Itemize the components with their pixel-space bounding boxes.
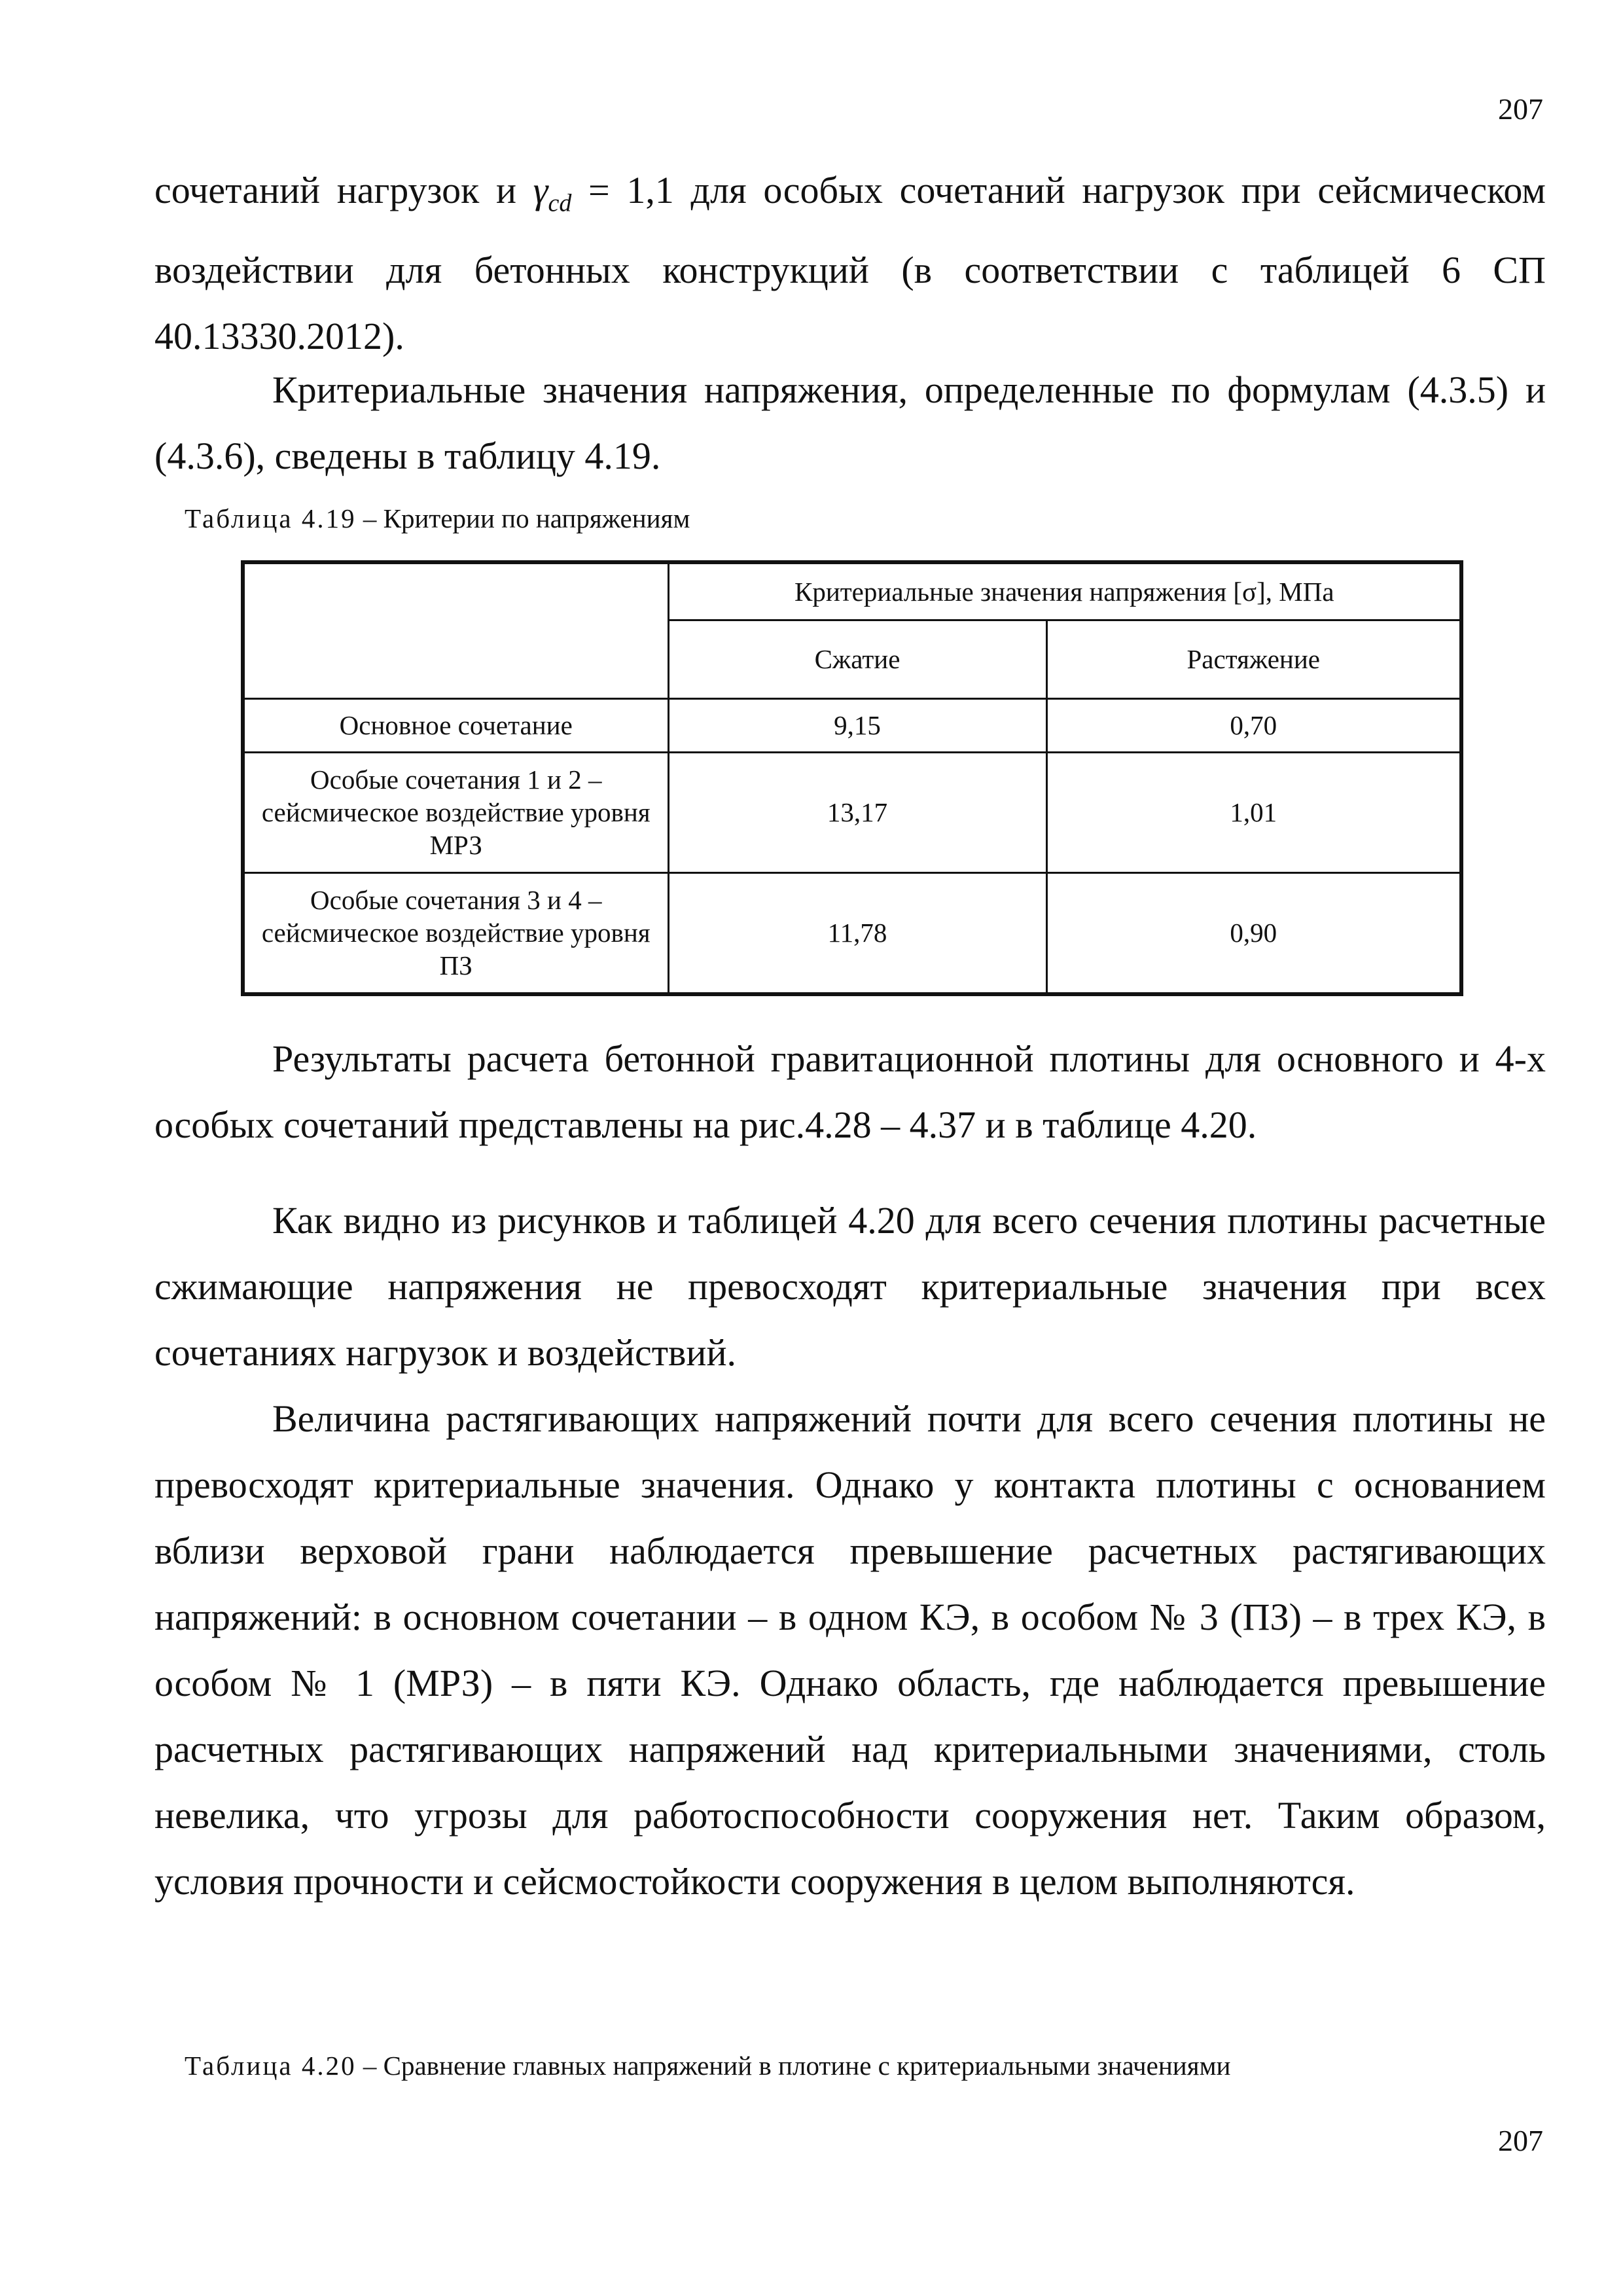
paragraph-3: Результаты расчета бетонной гравитационной плотины для основного и 4-х особых сочетаний представлены на рис.4.28 – 4.37 и в таблице 4.20. [154,1037,1546,1146]
header-compression: Сжатие [668,620,1046,698]
table-row [243,698,1461,752]
header-criteria-values: Критериальные значения напряжения [σ], МПа [668,562,1461,620]
paragraph-2: Критериальные значения напряжения, определенные по формулам (4.3.5) и (4.3.6), сведены в таблицу 4.19. [154,368,1546,477]
gamma-symbol: γ [533,169,548,211]
paragraph-1 [154,157,1546,369]
table-corner-cell [243,562,668,698]
para1-text-after: = 1,1 для особых сочетаний нагрузок при сейсмическом воздействии для бетонных конструкций (в соответствии с таблицей 6 СП 40.13330.2012). [154,169,1546,357]
gamma-subscript: cd [548,189,572,217]
row-name: Особые сочетания 1 и 2 – сейсмическое воздействие уровня МРЗ [243,752,668,872]
row-compression: 13,17 [668,752,1046,872]
header-tension: Растяжение [1046,620,1461,698]
row-compression: 11,78 [668,872,1046,994]
row-compression: 9,15 [668,698,1046,752]
para1-text-before: сочетаний нагрузок и [154,169,533,211]
page-number-bottom: 207 [1498,2124,1543,2157]
paragraph-4: Как видно из рисунков и таблицей 4.20 для всего сечения плотины расчетные сжимающие напряжения не превосходят критериальные значения при всех сочетаниях нагрузок и воздействий. [154,1199,1546,1374]
row-tension: 1,01 [1046,752,1461,872]
gamma-cd-symbol [533,169,572,217]
row-name: Особые сочетания 3 и 4 – сейсмическое воздействие уровня ПЗ [243,872,668,994]
table-header-row-1 [243,562,1461,620]
table-4-20-label: Таблица 4.20 [185,2051,357,2081]
table-4-20-title: – Сравнение главных напряжений в плотине с критериальными значениями [356,2051,1231,2081]
paragraph-5: Величина растягивающих напряжений почти для всего сечения плотины не превосходят критериальные значения. Однако у контакта плотины с основанием вблизи верховой грани наблюдается превышение расчетных растягивающих напряжений: в основном сочетании – в одном КЭ, в особом № 3 (ПЗ) – в трех КЭ, в особом № 1 (МРЗ) – в пяти КЭ. Однако область, где наблюдается превышение расчетных растягивающих напряжений над критериальными значениями, столь невелика, что угрозы для работоспособности сооружения нет. Таким образом, условия прочности и сейсмостойкости сооружения в целом выполняются. [154,1397,1546,1903]
criteria-table [241,560,1463,996]
table-row [243,872,1461,994]
table-4-19-title: – Критерии по напряжениям [356,503,690,533]
table-4-20-caption [185,2050,1231,2081]
row-tension: 0,90 [1046,872,1461,994]
row-tension: 0,70 [1046,698,1461,752]
row-name: Основное сочетание [243,698,668,752]
page-number-top: 207 [1498,92,1543,126]
table-4-19-label: Таблица 4.19 [185,503,357,533]
table-row [243,752,1461,872]
table-4-19-caption [185,503,690,534]
